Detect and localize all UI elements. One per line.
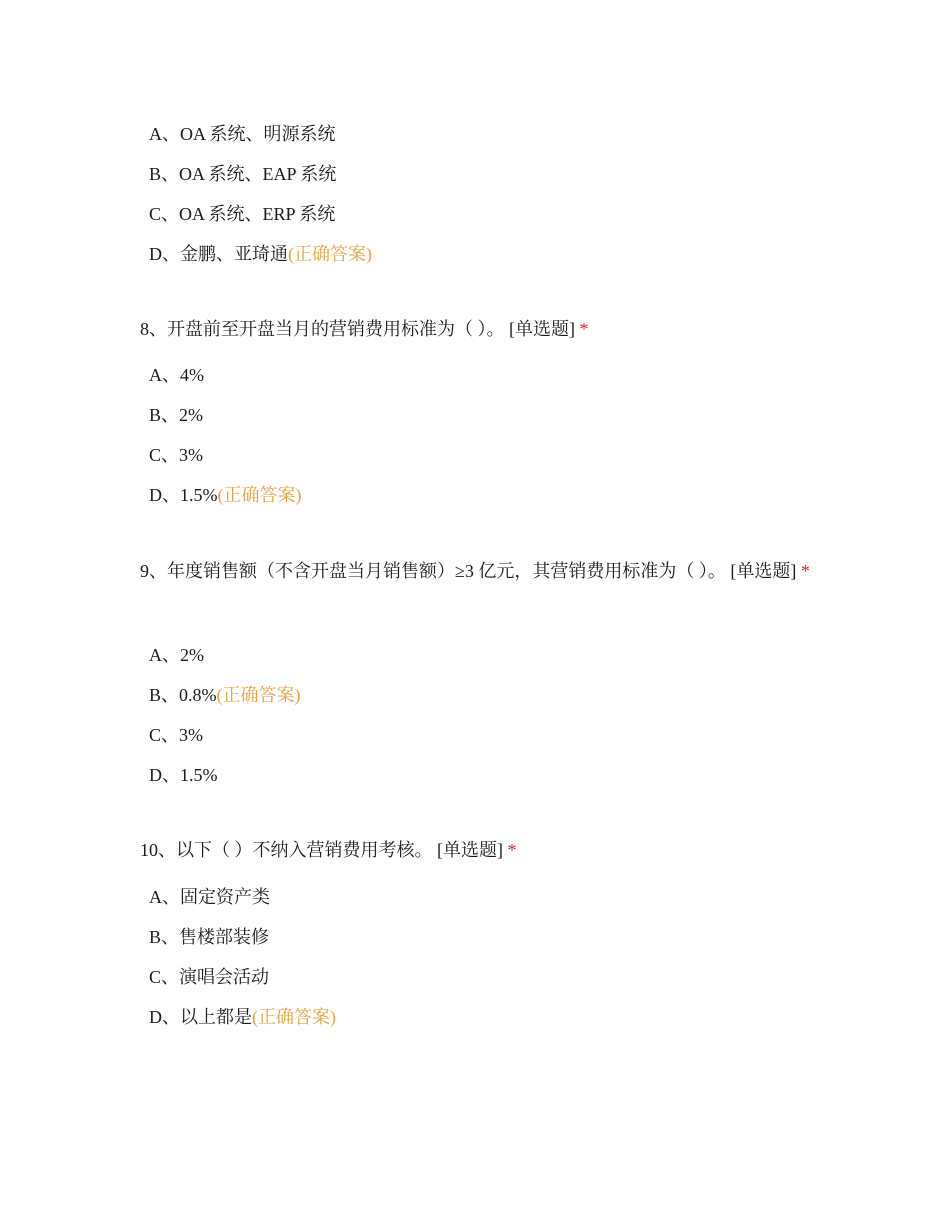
- q7-option-d: [149, 242, 372, 266]
- question-text: 9、年度销售额（不含开盘当月销售额）≥3 亿元，其营销费用标准为（ ）。 [单选题]: [140, 561, 797, 581]
- option-text: 1.5%: [180, 765, 218, 785]
- option-text: 1.5%: [180, 485, 218, 505]
- option-letter: A、: [149, 645, 180, 665]
- q8-option-d: [149, 483, 302, 507]
- q7-options: [149, 122, 372, 282]
- q8-option-b: [149, 403, 302, 427]
- question-text: 10、以下（ ）不纳入营销费用考核。 [单选题]: [140, 840, 503, 860]
- q9-option-d: [149, 763, 301, 787]
- option-text: 2%: [180, 645, 204, 665]
- q9-option-b: [149, 683, 301, 707]
- option-text: 以上都是: [180, 1007, 252, 1027]
- option-letter: D、: [149, 1007, 180, 1027]
- q7-option-a: [149, 122, 372, 146]
- q8-question: [140, 311, 810, 348]
- option-text: 3%: [179, 725, 204, 745]
- option-letter: C、: [149, 445, 180, 465]
- required-mark: *: [507, 840, 517, 860]
- option-text: 固定资产类: [180, 887, 270, 907]
- option-text: 0.8%: [179, 685, 217, 705]
- option-letter: D、: [149, 765, 180, 785]
- option-letter: C、: [149, 967, 180, 987]
- option-letter: D、: [149, 485, 180, 505]
- option-text: OA 系统、明源系统: [180, 124, 336, 144]
- correct-answer-label: (正确答案): [252, 1007, 336, 1027]
- q10-option-d: [149, 1005, 336, 1029]
- option-text: 金鹏、亚琦通: [180, 244, 288, 264]
- q8-option-a: [149, 363, 302, 387]
- q9-option-a: [149, 643, 301, 667]
- correct-answer-label: (正确答案): [288, 244, 372, 264]
- option-text: OA 系统、EAP 系统: [179, 164, 337, 184]
- correct-answer-label: (正确答案): [216, 685, 301, 705]
- option-letter: B、: [149, 164, 180, 184]
- required-mark: *: [579, 319, 589, 339]
- required-mark: *: [800, 561, 810, 581]
- option-text: OA 系统、ERP 系统: [179, 204, 336, 224]
- q7-option-b: [149, 162, 372, 186]
- option-letter: B、: [149, 685, 180, 705]
- option-letter: A、: [149, 124, 180, 144]
- option-text: 4%: [180, 365, 204, 385]
- option-letter: C、: [149, 204, 180, 224]
- option-text: 演唱会活动: [179, 967, 270, 987]
- q10-options: [149, 885, 336, 1045]
- option-text: 售楼部装修: [179, 927, 270, 947]
- option-text: 2%: [179, 405, 204, 425]
- q10-option-a: [149, 885, 336, 909]
- q10-option-c: [149, 965, 336, 989]
- q9-options: [149, 643, 301, 803]
- question-text: 8、开盘前至开盘当月的营销费用标准为（ ）。 [单选题]: [140, 319, 575, 339]
- option-text: 3%: [179, 445, 204, 465]
- option-letter: B、: [149, 927, 180, 947]
- option-letter: D、: [149, 244, 180, 264]
- q10-option-b: [149, 925, 336, 949]
- q8-options: [149, 363, 302, 523]
- option-letter: C、: [149, 725, 180, 745]
- option-letter: A、: [149, 887, 180, 907]
- q9-question: [140, 553, 810, 590]
- q8-option-c: [149, 443, 302, 467]
- option-letter: A、: [149, 365, 180, 385]
- correct-answer-label: (正确答案): [217, 485, 302, 505]
- option-letter: B、: [149, 405, 180, 425]
- q10-question: [140, 832, 810, 869]
- q9-option-c: [149, 723, 301, 747]
- q7-option-c: [149, 202, 372, 226]
